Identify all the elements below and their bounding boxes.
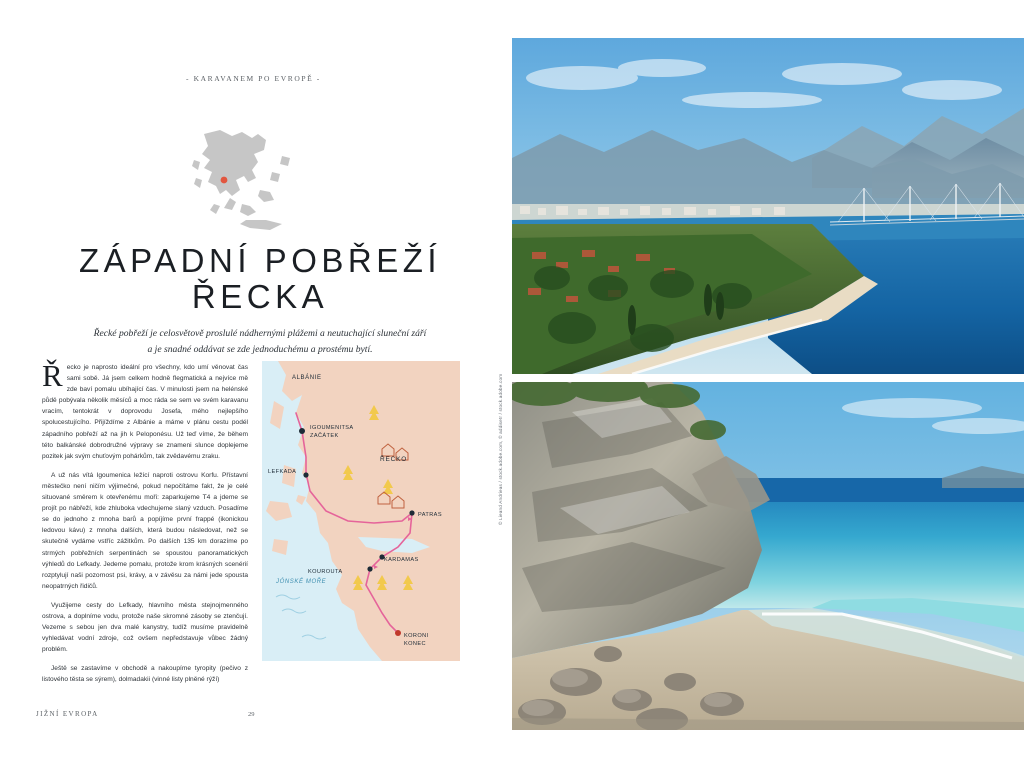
- body-paragraph-1: [42, 358, 248, 462]
- photo-cliff-beach: [512, 382, 1024, 730]
- body-paragraph-4: Ještě se zastavíme v obchodě a nakoupíme tyropity (pečivo z listového těsta se sýrem), dolmadakii (vinné listy plněné rýží): [42, 665, 248, 684]
- photo-credit: © Lieand Andrieas / stock.adobe.com, © addisetr / stock.adobe.com: [498, 373, 503, 525]
- map-label-patras: PATRAS: [418, 512, 442, 518]
- page-title-line-1: ZÁPADNÍ POBŘEŽÍ: [78, 242, 442, 279]
- map-label-kourouta: KOUROUTA: [308, 569, 343, 575]
- map-label-koroni-sub: KONEC: [404, 641, 426, 647]
- locator-dot: [221, 177, 228, 184]
- page-title-line-2: ŘECKA: [191, 278, 329, 315]
- running-head: - KARAVANEM PO EVROPĚ -: [186, 74, 321, 83]
- photo-bottom-svg: [512, 382, 1024, 730]
- map-label-recko: ŘECKO: [380, 456, 408, 463]
- body-paragraph-3: Využijeme cesty do Lefkady, hlavního města stejnojmenného ostrova, a doplníme vodu, protože naše skromné zásoby se ztenčují. Vezeme s sebou jen dva malé kanystry, tudíž musíme pravidelně vyhledávat vodní zdroje, což ovšem nepředstavuje vůbec žádný problém.: [42, 601, 248, 654]
- locator-svg: [186, 120, 306, 235]
- article-title-block: [40, 243, 480, 358]
- route-map-svg: [262, 361, 460, 661]
- drop-cap: Ř: [42, 358, 63, 393]
- map-label-koroni: KORONI: [404, 633, 429, 639]
- article-subtitle-line-1: Řecké pobřeží je celosvětově proslulé nádhernými plážemi a neutuchající sluneční září: [93, 328, 427, 339]
- map-label-albania: ALBÁNIE: [292, 375, 322, 381]
- map-label-ionian-sea: JÓNSKÉ MOŘE: [276, 579, 327, 585]
- article-body-column: [42, 358, 248, 694]
- map-label-igoumenitsa-sub: ZAČÁTEK: [310, 433, 339, 439]
- photo-top-svg: [512, 38, 1024, 374]
- map-label-igoumenitsa: IGOUMENITSA: [310, 425, 354, 431]
- photo-rio-antirrio-bridge: [512, 38, 1024, 374]
- folio-page-number: 29: [248, 711, 255, 718]
- body-paragraph-2: A už nás vítá Igoumenica ležící naproti ostrovu Korfu. Přístavní městečko není ničím výjimečné, pokud nepočítáme fakt, že je celé situované směrem k otevřenému moři: zaparkujeme T4 a jdeme se projít po nábřeží, kde zhluboka vdechujeme slaný vzduch. Posadíme se do jednoho z mnoha barů a popíjíme první frappé (ikonickou ledovou kávu) z mnoha dalších, která budou následovat, než se skutečně vydáme vstříc zážitkům. Po dalších 135 km dorazíme po strmých pobřežních serpentinách se spoustou panoramatických výhledů do Lefkady. Jedeme pomalu, protože krom krásných scenérií rozptylují naši pozornost psi, krávy, a v závěsu za námi jede spousta neopatrných řidičů.: [42, 471, 248, 590]
- map-label-lefkada: LEFKADA: [268, 469, 297, 475]
- body-paragraph-1-text: ecko je naprosto ideální pro všechny, kdo umí věnovat čas sami sobě. Já jsem celkem hodně flegmatická a nejvíce mě zde baví pomalu ubíhající čas. V minulosti jsem na helénské půdě pobývala několik měsíců a moc ráda se sem ve svém karavanu vracím, tentokrát v doprovodu Josefa, mého nejlepšího spolucestujícího. Přijíždíme z Albánie a máme v plánu cestu podél západního pobřeží až na jih k Peloponésu. Už teď víme, že během této balkánské dobrodružné výpravy se znameni slunce doplejeme pozitek jak svým chuťovým pohárkům, tak zvědavému zraku.: [42, 364, 248, 460]
- greece-locator-map: [186, 120, 306, 235]
- route-map-figure: [262, 361, 460, 661]
- map-label-kardamas: KARDAMAS: [384, 557, 419, 563]
- folio-section-label: JIŽNÍ EVROPA: [36, 710, 99, 718]
- article-subtitle-line-2: a je snadné oddávat se zde jednoduchému a prostému bytí.: [147, 344, 373, 355]
